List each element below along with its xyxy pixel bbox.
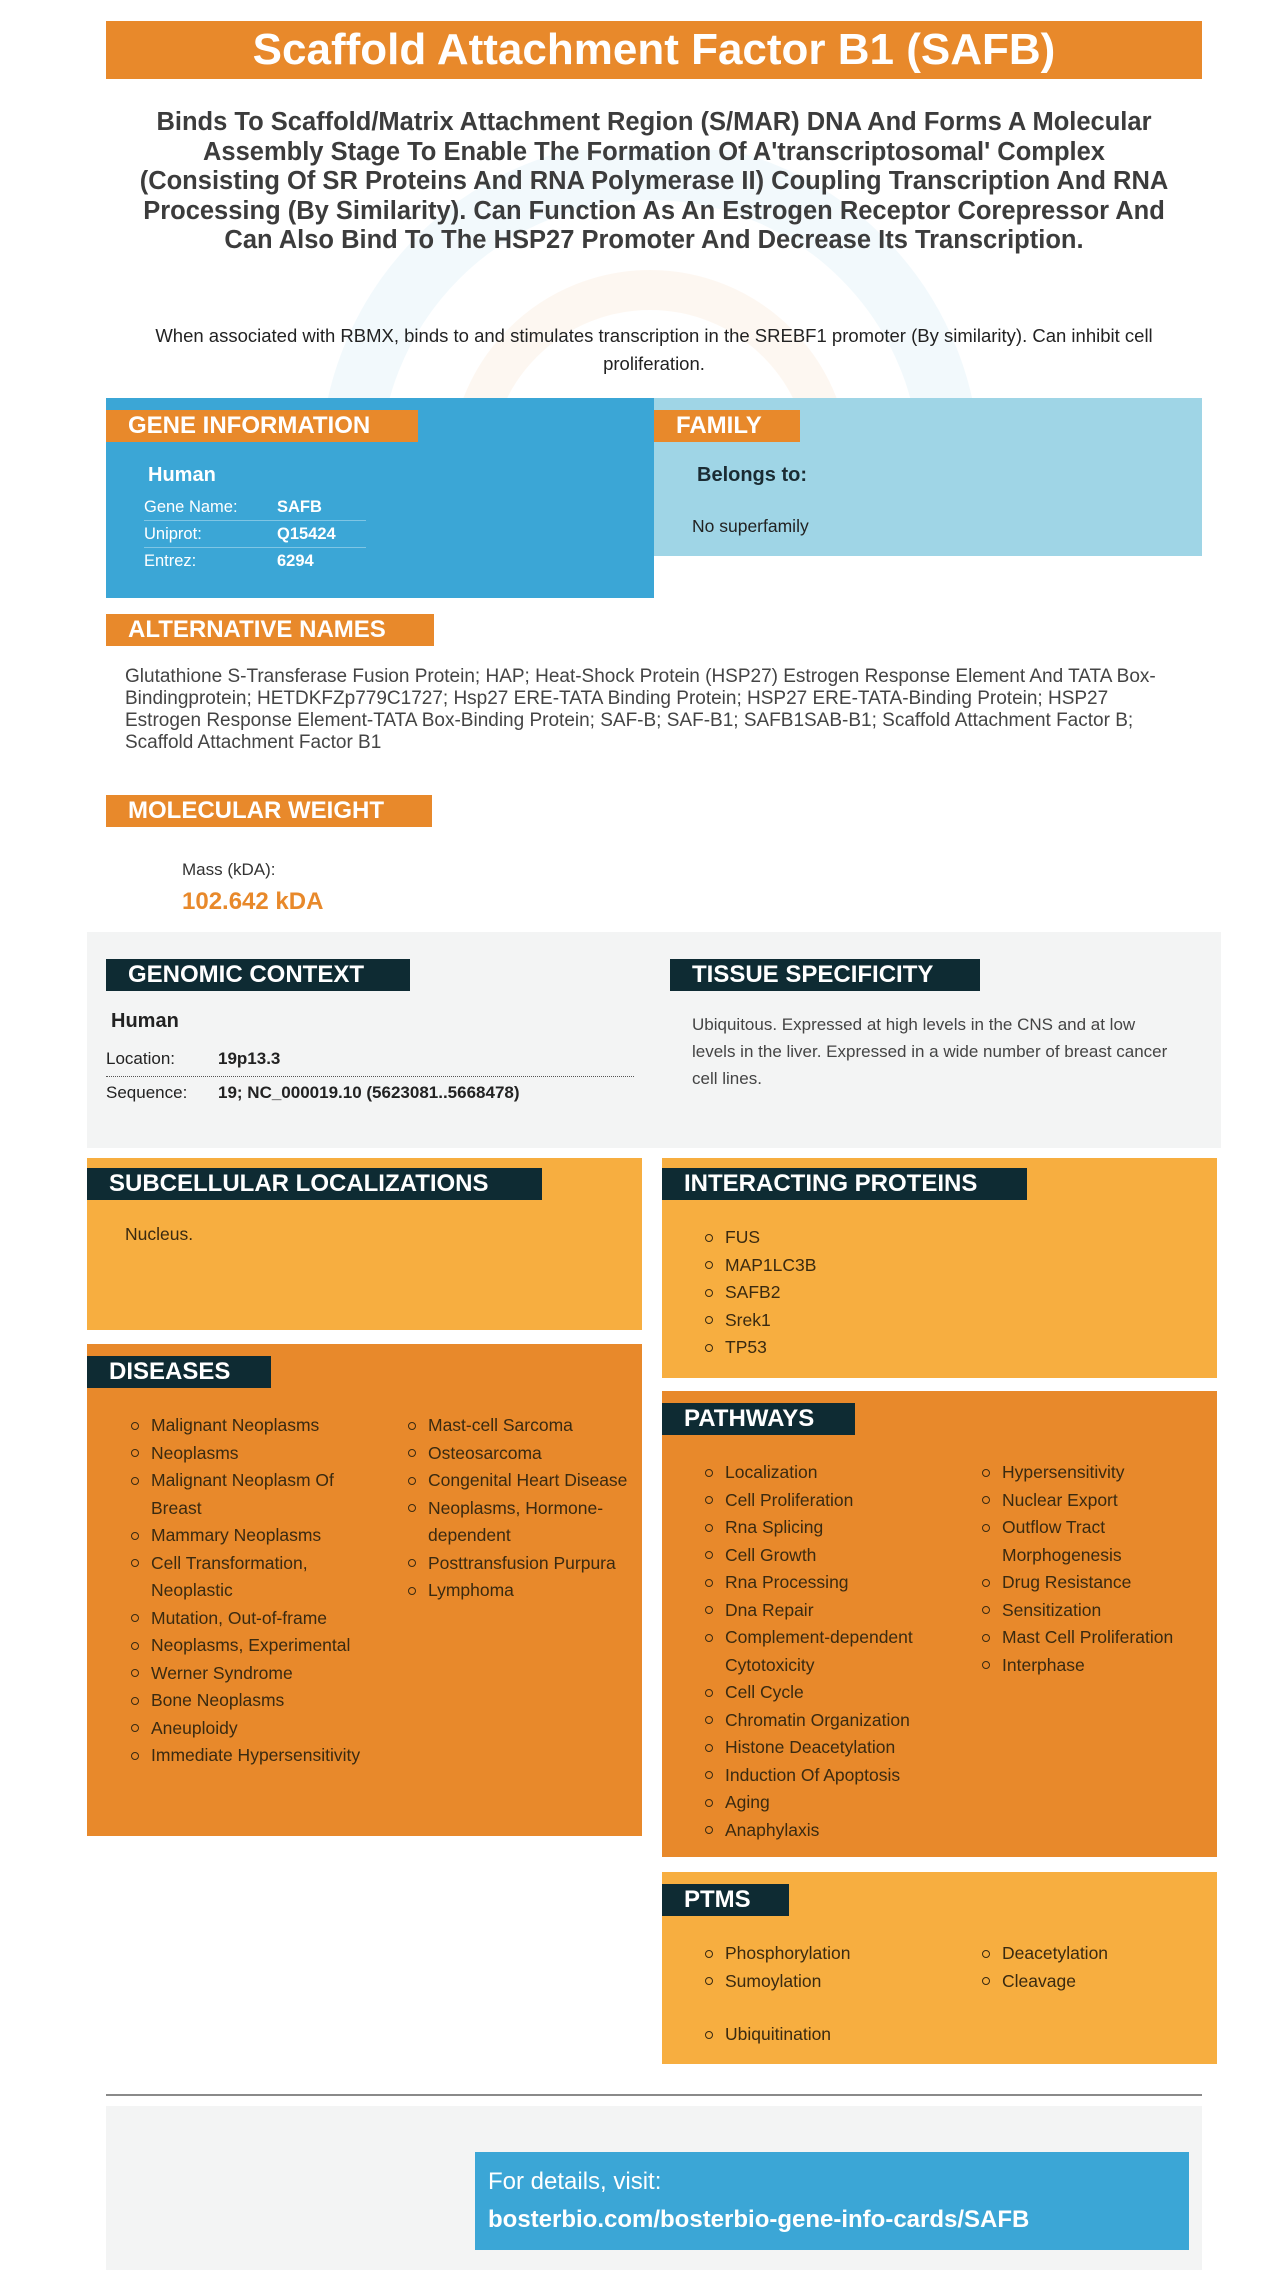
list-item: Aneuploidy bbox=[131, 1715, 371, 1743]
tissue-specificity-heading: TISSUE SPECIFICITY bbox=[670, 959, 980, 991]
list-item: Phosphorylation bbox=[705, 1940, 945, 1968]
list-item: Rna Splicing bbox=[705, 1514, 945, 1542]
diseases-heading: DISEASES bbox=[87, 1356, 271, 1388]
alternative-names-text: Glutathione S-Transferase Fusion Protein; HAP; Heat-Shock Protein (HSP27) Estrogen Response Element And TATA Box-Bindingprotein; HETDKFZp779C1727; Hsp27 ERE-TATA Binding Protein; HSP27 ERE-TATA-Binding Protein; HSP27 Estrogen Response Element-TATA Box-Binding Protein; SAF-B; SAF-B1; SAFB1SAB-B1; Scaffold Attachment Factor B; Scaffold Attachment Factor B1 bbox=[125, 666, 1156, 753]
list-item: Immediate Hypersensitivity bbox=[131, 1742, 371, 1770]
location-label: Location: bbox=[106, 1049, 175, 1068]
family-label: Belongs to: bbox=[697, 464, 807, 486]
list-item: Neoplasms, Experimental bbox=[131, 1632, 371, 1660]
list-item: Ubiquitination bbox=[705, 2021, 945, 2049]
list-item: Complement-dependent Cytotoxicity bbox=[705, 1624, 945, 1679]
ptms-list-col1b bbox=[705, 2021, 945, 2049]
list-item: Srek1 bbox=[705, 1307, 1005, 1335]
list-item: Sensitization bbox=[982, 1597, 1207, 1625]
list-item: MAP1LC3B bbox=[705, 1252, 1005, 1280]
list-item: Neoplasms bbox=[131, 1440, 371, 1468]
ptms-list-col1 bbox=[705, 1940, 945, 1995]
list-item: Lymphoma bbox=[408, 1577, 628, 1605]
list-item: Cleavage bbox=[982, 1968, 1207, 1996]
details-link-box[interactable] bbox=[475, 2152, 1189, 2250]
list-item: Mutation, Out-of-frame bbox=[131, 1605, 371, 1633]
list-item: Cell Transformation, Neoplastic bbox=[131, 1550, 371, 1605]
mass-label: Mass (kDA): bbox=[182, 860, 276, 879]
family-value: No superfamily bbox=[692, 516, 809, 536]
list-item: Chromatin Organization bbox=[705, 1707, 945, 1735]
subcellular-panel bbox=[87, 1158, 642, 1330]
list-item: Outflow Tract Morphogenesis bbox=[982, 1514, 1207, 1569]
diseases-list-col1 bbox=[131, 1412, 371, 1770]
molecular-weight-heading: MOLECULAR WEIGHT bbox=[106, 795, 432, 827]
list-item: Nuclear Export bbox=[982, 1487, 1207, 1515]
list-item: Cell Cycle bbox=[705, 1679, 945, 1707]
ptms-list-col2 bbox=[982, 1940, 1207, 1995]
list-item: Bone Neoplasms bbox=[131, 1687, 371, 1715]
interacting-proteins-panel bbox=[662, 1158, 1217, 1378]
gene-table bbox=[144, 494, 366, 575]
genomic-species: Human bbox=[111, 1010, 179, 1032]
gene-value: 6294 bbox=[277, 552, 314, 570]
location-value: 19p13.3 bbox=[218, 1049, 281, 1068]
sequence-value: 19; NC_000019.10 (5623081..5668478) bbox=[218, 1083, 520, 1102]
gene-row bbox=[144, 548, 366, 575]
details-link[interactable]: bosterbio.com/bosterbio-gene-info-cards/SAFB bbox=[488, 2206, 1030, 2233]
list-item: Mast Cell Proliferation bbox=[982, 1624, 1207, 1652]
list-item: Malignant Neoplasm Of Breast bbox=[131, 1467, 371, 1522]
interacting-proteins-heading: INTERACTING PROTEINS bbox=[662, 1168, 1027, 1200]
list-item: SAFB2 bbox=[705, 1279, 1005, 1307]
function-summary: Binds To Scaffold/Matrix Attachment Region (S/MAR) DNA And Forms A Molecular Assembly Stage To Enable The Formation Of A'transcriptosomal' Complex (Consisting Of SR Proteins And RNA Polymerase II) Coupling Transcription And RNA Processing (By Similarity). Can Function As An Estrogen Receptor Corepressor And Can Also Bind To The HSP27 Promoter And Decrease Its Transcription. bbox=[139, 108, 1169, 254]
list-item: Mammary Neoplasms bbox=[131, 1522, 371, 1550]
list-item: TP53 bbox=[705, 1334, 1005, 1362]
list-item: Posttransfusion Purpura bbox=[408, 1550, 628, 1578]
list-item: Malignant Neoplasms bbox=[131, 1412, 371, 1440]
list-item: Dna Repair bbox=[705, 1597, 945, 1625]
list-item: Congenital Heart Disease bbox=[408, 1467, 628, 1495]
gene-value: Q15424 bbox=[277, 525, 336, 543]
list-item: Osteosarcoma bbox=[408, 1440, 628, 1468]
description: When associated with RBMX, binds to and stimulates transcription in the SREBF1 promoter (By similarity). Can inhibit cell proliferation. bbox=[155, 325, 1153, 374]
location-row bbox=[106, 1049, 634, 1077]
genomic-context-heading: GENOMIC CONTEXT bbox=[106, 959, 410, 991]
ptms-heading: PTMS bbox=[662, 1884, 789, 1916]
sequence-label: Sequence: bbox=[106, 1083, 188, 1102]
list-item: Rna Processing bbox=[705, 1569, 945, 1597]
tissue-specificity-text: Ubiquitous. Expressed at high levels in the CNS and at low levels in the liver. Expressed in a wide number of breast cancer cell lines. bbox=[692, 1015, 1168, 1088]
list-item: Aging bbox=[705, 1789, 945, 1817]
divider bbox=[106, 2094, 1202, 2096]
list-item: Hypersensitivity bbox=[982, 1459, 1207, 1487]
ptms-panel bbox=[662, 1872, 1217, 2064]
diseases-panel bbox=[87, 1344, 642, 1836]
list-item: Induction Of Apoptosis bbox=[705, 1762, 945, 1790]
pathways-list-col2 bbox=[982, 1459, 1207, 1679]
gene-row bbox=[144, 521, 366, 548]
list-item: Cell Proliferation bbox=[705, 1487, 945, 1515]
family-heading: FAMILY bbox=[654, 410, 800, 442]
alternative-names-heading: ALTERNATIVE NAMES bbox=[106, 614, 434, 646]
gene-key: Uniprot: bbox=[144, 525, 202, 543]
gene-key: Entrez: bbox=[144, 552, 197, 570]
gene-information-panel bbox=[106, 398, 654, 598]
list-item: Interphase bbox=[982, 1652, 1207, 1680]
mass-value: 102.642 kDA bbox=[182, 888, 324, 915]
list-item: Neoplasms, Hormone-dependent bbox=[408, 1495, 628, 1550]
list-item: FUS bbox=[705, 1224, 1005, 1252]
list-item: Werner Syndrome bbox=[131, 1660, 371, 1688]
list-item: Sumoylation bbox=[705, 1968, 945, 1996]
gene-row bbox=[144, 494, 366, 521]
interacting-proteins-list bbox=[705, 1224, 1005, 1362]
subcellular-heading: SUBCELLULAR LOCALIZATIONS bbox=[87, 1168, 542, 1200]
list-item: Mast-cell Sarcoma bbox=[408, 1412, 628, 1440]
list-item: Anaphylaxis bbox=[705, 1817, 945, 1845]
list-item: Drug Resistance bbox=[982, 1569, 1207, 1597]
pathways-panel bbox=[662, 1391, 1217, 1857]
list-item: Histone Deacetylation bbox=[705, 1734, 945, 1762]
family-panel bbox=[654, 398, 1202, 556]
details-label: For details, visit: bbox=[488, 2168, 662, 2195]
page-title: Scaffold Attachment Factor B1 (SAFB) bbox=[106, 21, 1202, 79]
diseases-list-col2 bbox=[408, 1412, 628, 1605]
subcellular-text: Nucleus. bbox=[125, 1224, 194, 1244]
gene-key: Gene Name: bbox=[144, 498, 238, 516]
pathways-list-col1 bbox=[705, 1459, 945, 1844]
gene-value: SAFB bbox=[277, 498, 322, 516]
list-item: Localization bbox=[705, 1459, 945, 1487]
list-item: Cell Growth bbox=[705, 1542, 945, 1570]
list-item: Deacetylation bbox=[982, 1940, 1207, 1968]
sequence-row bbox=[106, 1083, 634, 1103]
gene-information-heading: GENE INFORMATION bbox=[106, 410, 418, 442]
gene-species: Human bbox=[148, 464, 216, 486]
pathways-heading: PATHWAYS bbox=[662, 1403, 855, 1435]
